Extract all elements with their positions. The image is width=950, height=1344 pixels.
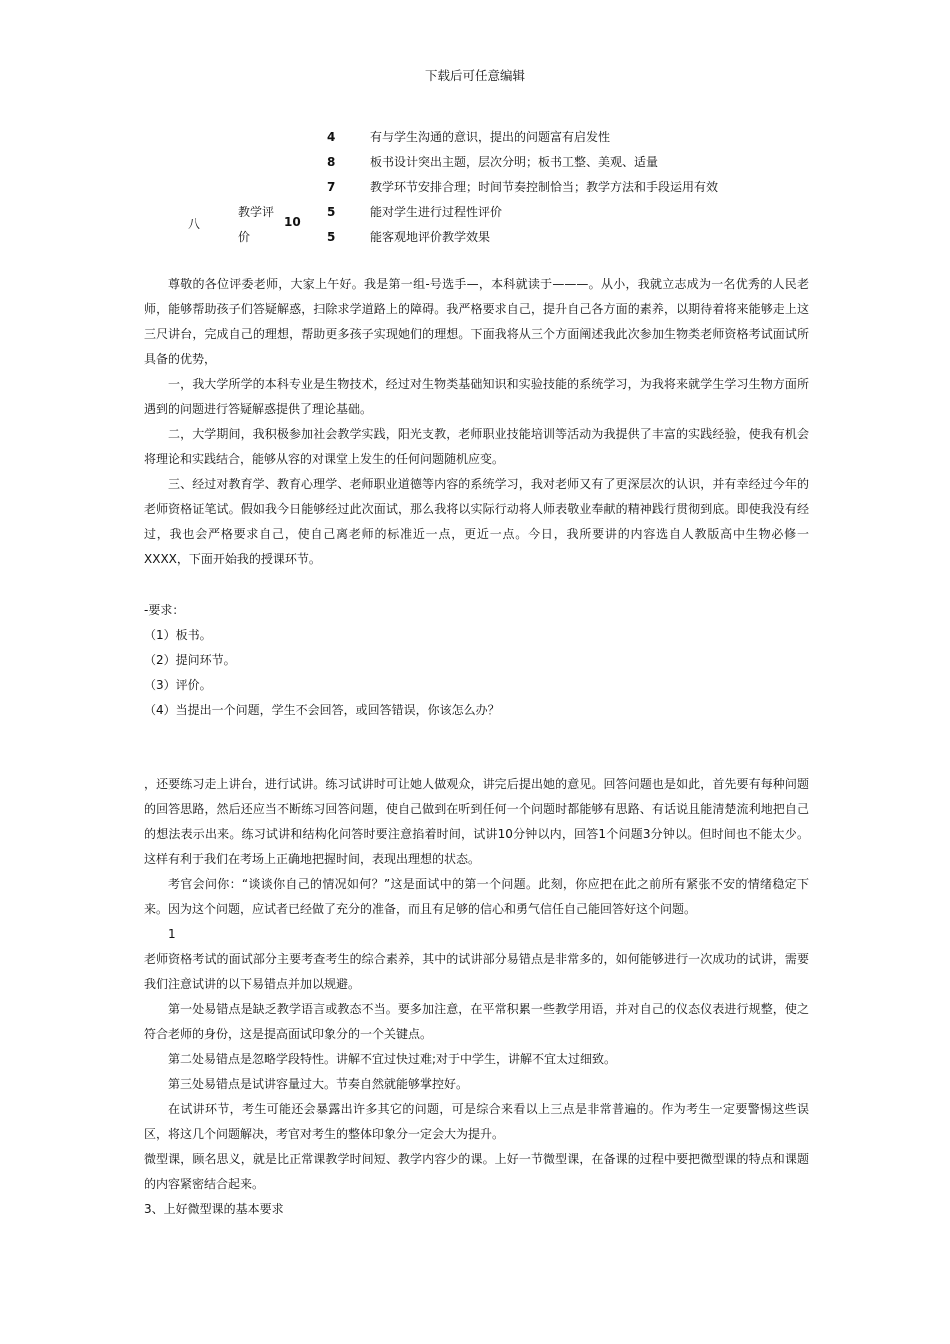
requirement-item: （1）板书。: [144, 628, 212, 642]
speech-point-two: 二，大学期间，我积极参加社会教学实践，阳光支教，老师职业技能培训等活动为我提供了丰富的实践经验，使我有机会将理论和实践结合，能够从容的对课堂上发生的任何问题随机应变。: [144, 427, 809, 466]
score-cell: 4: [327, 130, 336, 144]
tips-first-question: 考官会问你：“谈谈你自己的情况如何？”这是面试中的第一个问题。此刻，你应把在此之前所有紧张不安的情绪稳定下来。因为这个问题，应试者已经做了充分的准备，而且有足够的信心和勇气信任自己能回答好这个问题。: [144, 877, 809, 916]
score-cell: 7: [327, 180, 336, 194]
category-label-continued: 价: [238, 230, 251, 244]
criterion-cell: 教学环节安排合理；时间节奏控制恰当；教学方法和手段运用有效: [370, 180, 719, 194]
evaluation-table: [0, 126, 950, 256]
score-cell: 8: [327, 155, 336, 169]
section-number: 八: [188, 217, 201, 231]
page-marker: 1: [168, 927, 176, 941]
score-cell: 5: [327, 230, 336, 244]
tips-intro-errors: 老师资格考试的面试部分主要考查考生的综合素养，其中的试讲部分易错点是非常多的，如何能够进行一次成功的试讲，需要我们注意试讲的以下易错点并加以规避。: [144, 952, 809, 991]
score-cell: 5: [327, 205, 336, 219]
speech-point-three: 三、经过对教育学、教育心理学、老师职业道德等内容的系统学习，我对老师又有了更深层次的认识，并有幸经过今年的老师资格证笔试。假如我今日能够经过此次面试，那么我将以实际行动将人师表敬业奉献的精神践行贯彻到底。即使我没有经过，我也会严格要求自己，使自己离老师的标准近一点，更近一点。今日，我所要讲的内容选自人教版高中生物必修一XXXX，下面开始我的授课环节。: [144, 477, 809, 566]
criterion-cell: 板书设计突出主题，层次分明；板书工整、美观、适量: [370, 155, 659, 169]
requirement-item: （3）评价。: [144, 678, 212, 692]
tips-error-two: 第二处易错点是忽略学段特性。讲解不宜过快过难;对于中学生，讲解不宜太过细致。: [168, 1052, 617, 1066]
speech-intro: 尊敬的各位评委老师，大家上午好。我是第一组-号选手—，本科就读于———。从小，我就立志成为一名优秀的人民老师，能够帮助孩子们答疑解惑，扫除求学道路上的障碍。我严格要求自己，提升自己各方面的素养，以期待着将来能够走上这三尺讲台，完成自己的理想，帮助更多孩子实现她们的理想。下面我将从三个方面阐述我此次参加生物类老师资格考试面试所具备的优势，: [144, 277, 809, 366]
tips-practice: ，还要练习走上讲台，进行试讲。练习试讲时可让她人做观众，讲完后提出她的意见。回答问题也是如此，首先要有每种问题的回答思路，然后还应当不断练习回答问题，使自己做到在听到任何一个问题时都能够有思路、有话说且能清楚流利地把自己的想法表示出来。练习试讲和结构化问答时要注意掐着时间，试讲10分钟以内，回答1个问题3分钟以。但时间也不能太少。这样有利于我们在考场上正确地把握时间，表现出理想的状态。: [144, 777, 809, 866]
page-header: 下载后可任意编辑: [424, 68, 525, 83]
requirement-item: （4）当提出一个问题，学生不会回答，或回答错误，你该怎么办？: [144, 703, 500, 717]
tips-error-three: 第三处易错点是试讲容量过大。节奏自然就能够掌控好。: [168, 1077, 469, 1091]
speech-point-one: 一，我大学所学的本科专业是生物技术，经过对生物类基础知识和实验技能的系统学习，为我将来就学生学习生物方面所遇到的问题进行答疑解惑提供了理论基础。: [144, 377, 809, 416]
criterion-cell: 有与学生沟通的意识，提出的问题富有启发性: [370, 130, 611, 144]
tips-summary: 在试讲环节，考生可能还会暴露出许多其它的问题，可是综合来看以上三点是非常普遍的。作为考生一定要警惕这些误区，将这几个问题解决，考官对考生的整体印象分一定会大为提升。: [144, 1102, 809, 1141]
category-label: 教学评: [238, 205, 275, 219]
total-score: 10: [284, 215, 301, 229]
requirements-heading: -要求：: [144, 603, 185, 617]
criterion-cell: 能客观地评价教学效果: [370, 230, 491, 244]
tips-micro-lesson: 微型课，顾名思义，就是比正常课教学时间短、教学内容少的课。上好一节微型课，在备课的过程中要把微型课的特点和课题的内容紧密结合起来。: [144, 1152, 809, 1191]
section-heading: 3、上好微型课的基本要求: [144, 1202, 284, 1216]
criterion-cell: 能对学生进行过程性评价: [370, 205, 503, 219]
requirement-item: （2）提问环节。: [144, 653, 236, 667]
tips-error-one: 第一处易错点是缺乏教学语言或教态不当。要多加注意，在平常积累一些教学用语，并对自己的仪态仪表进行规整，使之符合老师的身份，这是提高面试印象分的一个关键点。: [144, 1002, 809, 1041]
